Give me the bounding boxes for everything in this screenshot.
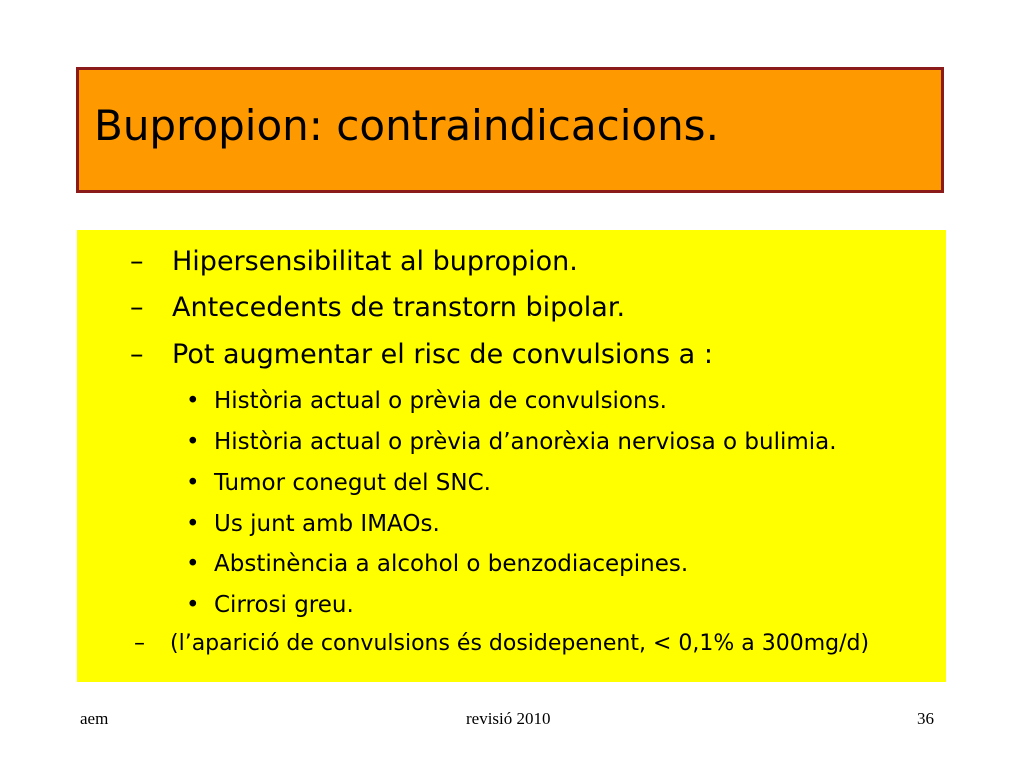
bullet-marker: • xyxy=(186,551,200,577)
sub-list-item-text: Història actual o prèvia de convulsions. xyxy=(214,388,667,414)
sub-list-item-text: Història actual o prèvia d’anorèxia nerviosa o bulimia. xyxy=(214,429,837,455)
sub-list-item-text: Cirrosi greu. xyxy=(214,592,354,618)
bullet-marker: • xyxy=(186,429,200,455)
list-item-text: Antecedents de transtorn bipolar. xyxy=(172,292,626,323)
footer-revision: revisió 2010 xyxy=(466,709,551,728)
list-item-text: Hipersensibilitat al bupropion. xyxy=(172,246,578,277)
footer-author: aem xyxy=(80,709,109,728)
dash-marker: – xyxy=(134,631,145,656)
sub-list-item-text: Us junt amb IMAOs. xyxy=(214,511,440,537)
dash-marker: – xyxy=(130,339,144,370)
dash-marker: – xyxy=(130,246,144,277)
sub-list-item-text: Tumor conegut del SNC. xyxy=(214,470,491,496)
note-text: (l’aparició de convulsions és dosidepenent, < 0,1% a 300mg/d) xyxy=(170,631,870,656)
dash-marker: – xyxy=(130,292,144,323)
slide-title: Bupropion: contraindicacions. xyxy=(94,101,719,150)
bullet-marker: • xyxy=(186,511,200,537)
list-item-text: Pot augmentar el risc de convulsions a : xyxy=(172,339,713,370)
bullet-marker: • xyxy=(186,592,200,618)
page-number: 36 xyxy=(917,709,934,728)
bullet-marker: • xyxy=(186,470,200,496)
sub-list-item-text: Abstinència a alcohol o benzodiacepines. xyxy=(214,551,689,577)
bullet-marker: • xyxy=(186,388,200,414)
